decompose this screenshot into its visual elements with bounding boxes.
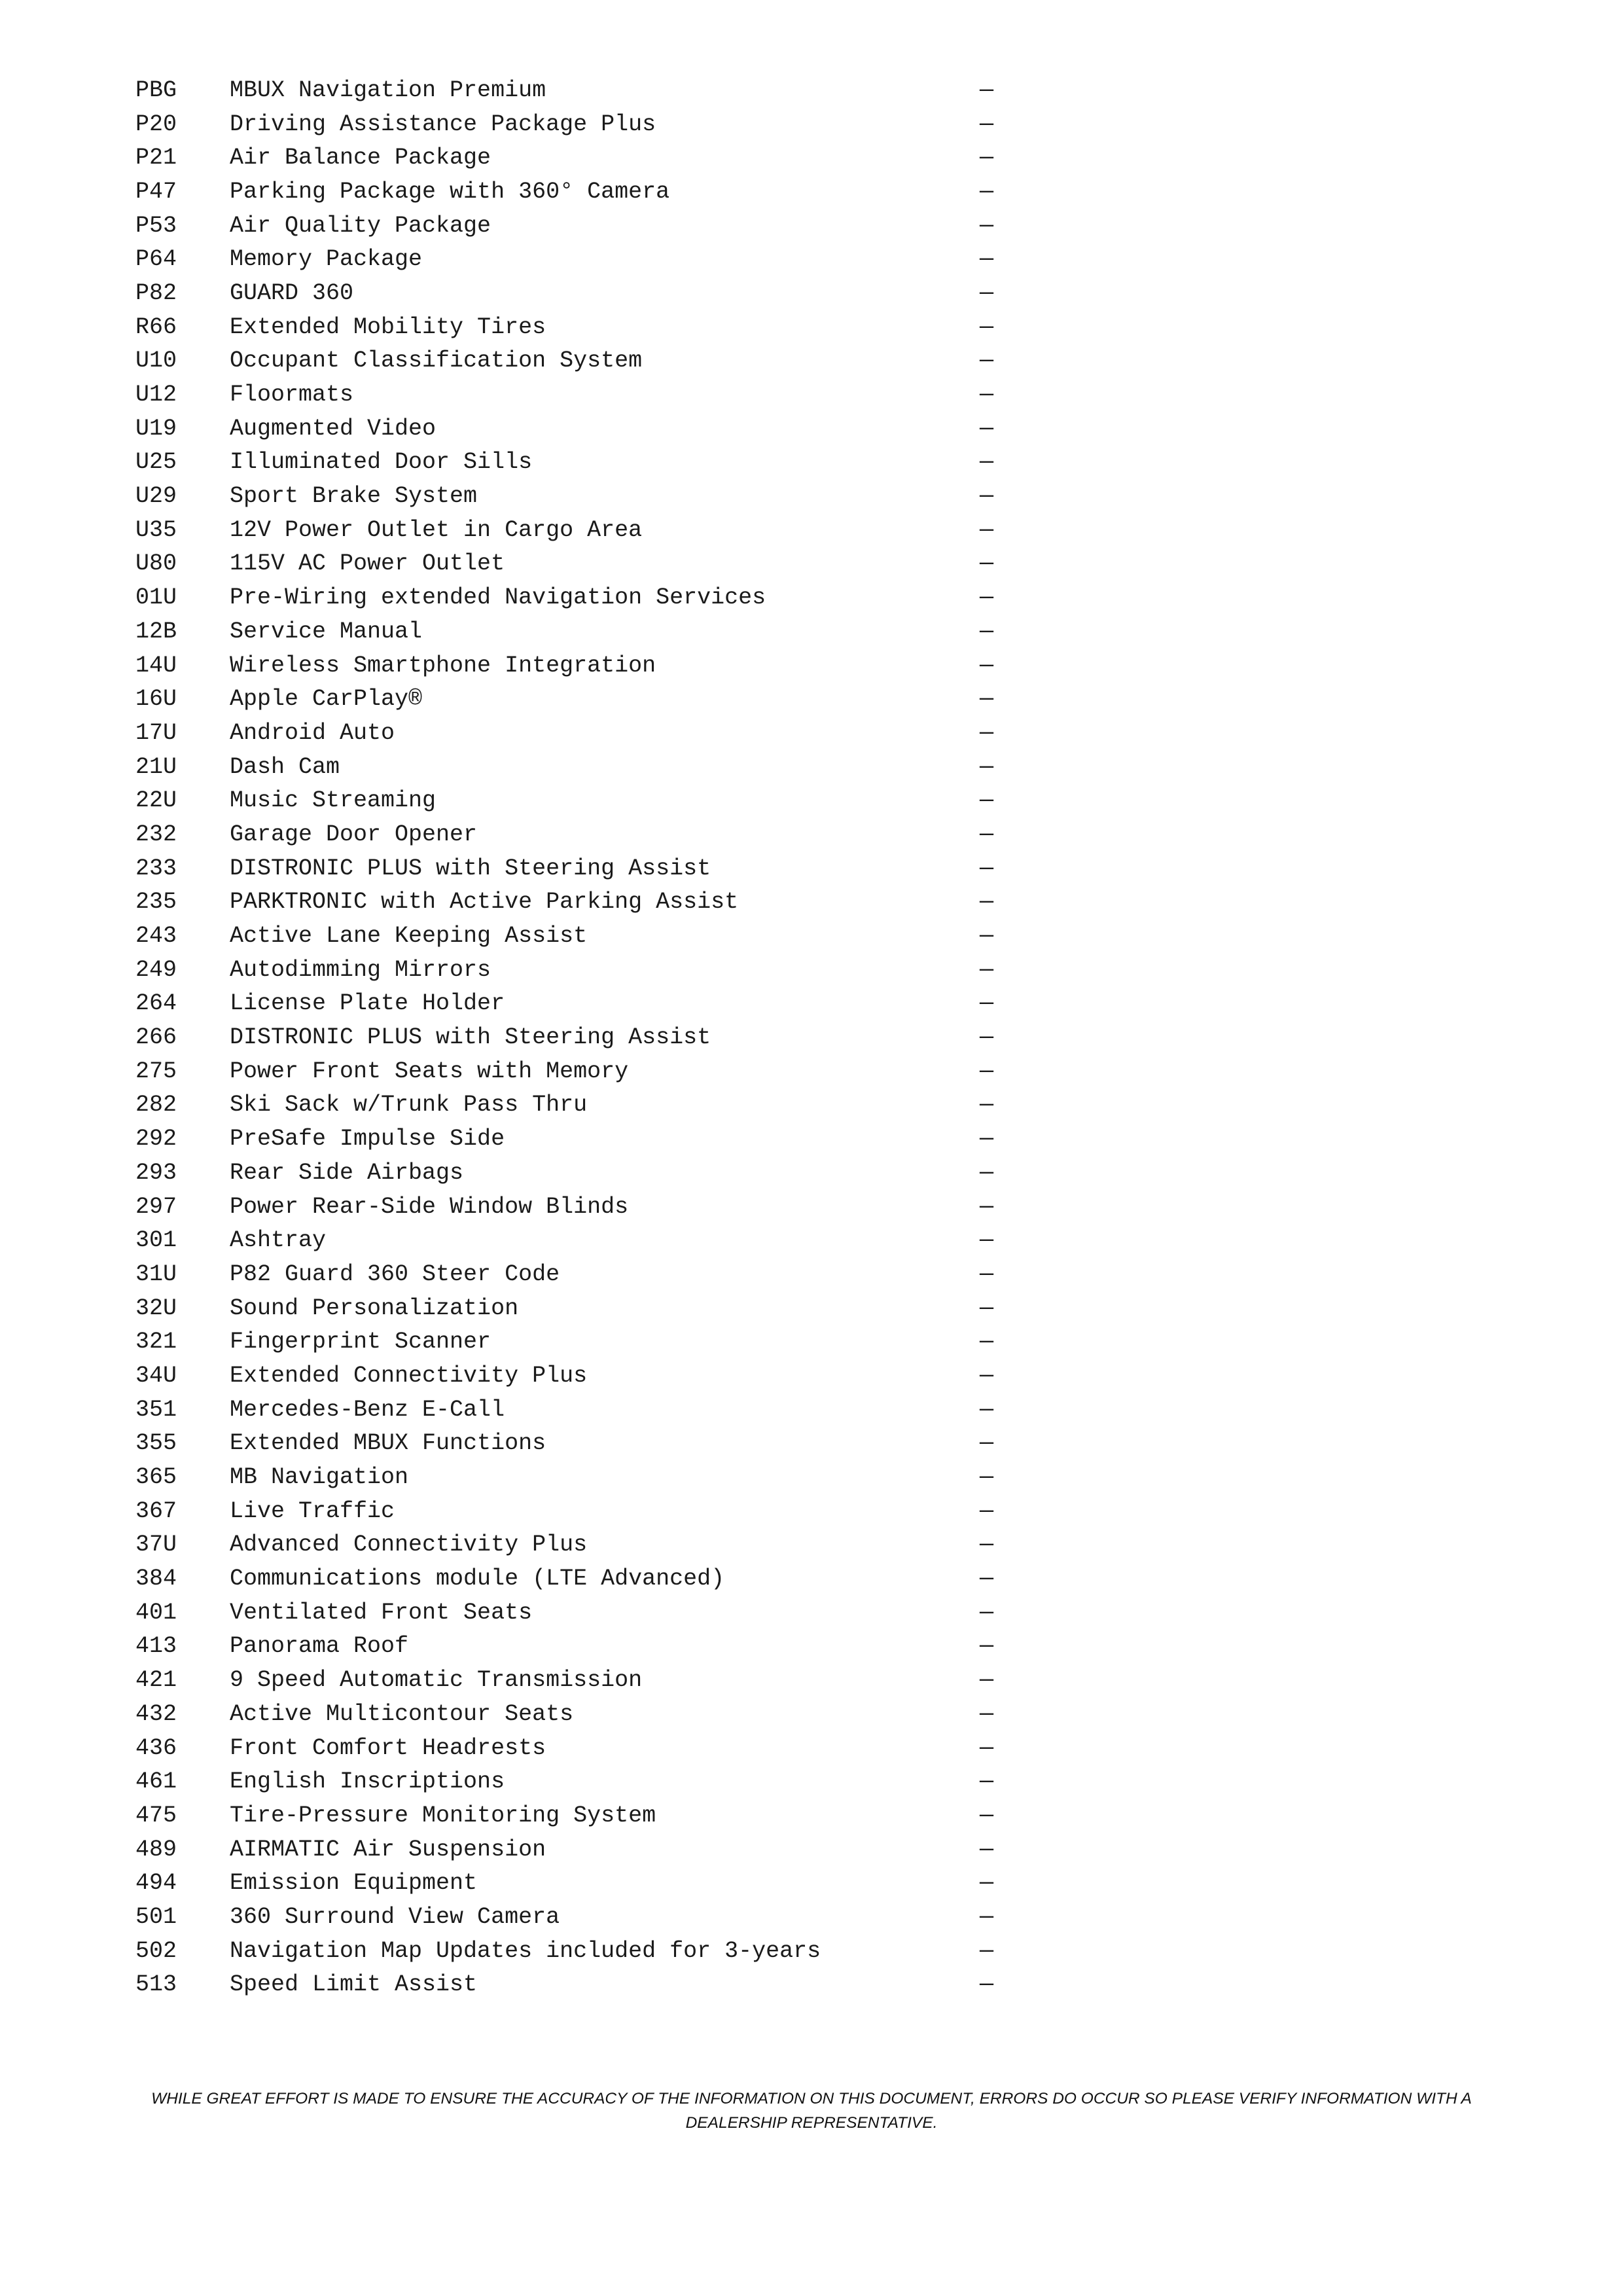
option-description: Driving Assistance Package Plus: [230, 111, 656, 137]
option-code: 293: [135, 1159, 177, 1186]
option-code: U10: [135, 348, 177, 374]
option-row: [135, 1494, 999, 1528]
option-row: [135, 513, 999, 547]
option-code: 243: [135, 923, 177, 950]
option-code: 513: [135, 1971, 177, 1998]
option-description: MB Navigation: [230, 1464, 409, 1491]
option-row: [135, 446, 999, 480]
option-code: 365: [135, 1464, 177, 1491]
option-row: [135, 1359, 999, 1393]
option-price: —: [979, 1633, 993, 1660]
option-row: [135, 73, 999, 107]
option-code: 301: [135, 1227, 177, 1254]
option-code: 421: [135, 1667, 177, 1694]
option-description: Illuminated Door Sills: [230, 449, 533, 476]
option-description: Floormats: [230, 382, 354, 408]
option-code: 367: [135, 1498, 177, 1524]
option-description: Emission Equipment: [230, 1870, 478, 1897]
option-description: Active Multicontour Seats: [230, 1700, 574, 1727]
option-code: 01U: [135, 584, 177, 611]
disclaimer-line-1: WHILE GREAT EFFORT IS MADE TO ENSURE THE ACCURACY OF THE INFORMATION ON THIS DOCUMENT, ERRORS DO OCCUR SO PLEASE VERIFY INFORMATION WITH A: [151, 2090, 1472, 2108]
option-price: —: [979, 516, 993, 543]
option-row: [135, 1223, 999, 1257]
option-code: 21U: [135, 753, 177, 780]
option-description: Front Comfort Headrests: [230, 1734, 546, 1761]
option-description: License Plate Holder: [230, 990, 505, 1017]
option-description: Advanced Connectivity Plus: [230, 1532, 588, 1558]
option-row: [135, 1630, 999, 1664]
option-code: 502: [135, 1937, 177, 1964]
option-row: [135, 783, 999, 817]
option-description: AIRMATIC Air Suspension: [230, 1836, 546, 1863]
option-row: [135, 107, 999, 141]
option-row: [135, 1596, 999, 1630]
option-price: —: [979, 382, 993, 408]
option-description: Air Balance Package: [230, 145, 491, 171]
option-code: U25: [135, 449, 177, 476]
option-price: —: [979, 1870, 993, 1897]
option-row: [135, 1054, 999, 1088]
option-code: 12B: [135, 618, 177, 645]
option-price: —: [979, 1700, 993, 1727]
option-price: —: [979, 652, 993, 679]
option-code: 275: [135, 1058, 177, 1085]
option-row: [135, 1291, 999, 1325]
option-price: —: [979, 1329, 993, 1355]
option-code: P64: [135, 246, 177, 273]
option-row: [135, 886, 999, 920]
option-code: 351: [135, 1396, 177, 1423]
option-row: [135, 1968, 999, 2002]
option-price: —: [979, 1261, 993, 1287]
option-price: —: [979, 1836, 993, 1863]
option-row: [135, 1156, 999, 1190]
option-code: 292: [135, 1126, 177, 1153]
option-row: [135, 852, 999, 886]
option-price: —: [979, 584, 993, 611]
option-price: —: [979, 1396, 993, 1423]
option-code: U29: [135, 483, 177, 510]
disclaimer: [131, 2087, 1492, 2135]
option-row: [135, 1663, 999, 1697]
option-row: [135, 987, 999, 1021]
option-code: 413: [135, 1633, 177, 1660]
option-price: —: [979, 855, 993, 882]
option-description: Mercedes-Benz E-Call: [230, 1396, 505, 1423]
option-row: [135, 682, 999, 716]
option-row: [135, 716, 999, 750]
option-price: —: [979, 1802, 993, 1829]
option-description: GUARD 360: [230, 279, 354, 306]
option-description: Sport Brake System: [230, 483, 478, 510]
option-code: 32U: [135, 1295, 177, 1321]
option-description: PARKTRONIC with Active Parking Assist: [230, 889, 739, 916]
option-description: Music Streaming: [230, 787, 437, 814]
option-description: Communications module (LTE Advanced): [230, 1566, 725, 1592]
option-description: P82 Guard 360 Steer Code: [230, 1261, 560, 1287]
option-price: —: [979, 348, 993, 374]
option-description: English Inscriptions: [230, 1768, 505, 1795]
option-code: P47: [135, 178, 177, 205]
option-code: P82: [135, 279, 177, 306]
option-code: P53: [135, 212, 177, 239]
option-row: [135, 750, 999, 784]
option-price: —: [979, 719, 993, 746]
option-price: —: [979, 1667, 993, 1694]
option-description: Speed Limit Assist: [230, 1971, 478, 1998]
option-description: 12V Power Outlet in Cargo Area: [230, 516, 643, 543]
option-price: —: [979, 923, 993, 950]
option-row: [135, 919, 999, 953]
option-row: [135, 1528, 999, 1562]
option-row: [135, 1900, 999, 1934]
option-price: —: [979, 449, 993, 476]
option-row: [135, 1934, 999, 1968]
option-price: —: [979, 550, 993, 577]
option-code: U19: [135, 415, 177, 442]
option-description: Live Traffic: [230, 1498, 395, 1524]
option-price: —: [979, 1498, 993, 1524]
option-row: [135, 615, 999, 649]
option-row: [135, 581, 999, 615]
option-code: 31U: [135, 1261, 177, 1287]
option-description: Occupant Classification System: [230, 348, 643, 374]
option-price: —: [979, 889, 993, 916]
option-description: Service Manual: [230, 618, 423, 645]
option-code: 249: [135, 956, 177, 983]
option-price: —: [979, 1126, 993, 1153]
option-price: —: [979, 1295, 993, 1321]
option-description: Memory Package: [230, 246, 423, 273]
option-price: —: [979, 483, 993, 510]
option-price: —: [979, 821, 993, 848]
option-code: 461: [135, 1768, 177, 1795]
option-row: [135, 1325, 999, 1359]
option-price: —: [979, 1464, 993, 1491]
option-row: [135, 175, 999, 209]
option-price: —: [979, 1227, 993, 1254]
option-code: 37U: [135, 1532, 177, 1558]
option-description: Rear Side Airbags: [230, 1159, 464, 1186]
option-price: —: [979, 1092, 993, 1119]
option-price: —: [979, 990, 993, 1017]
option-row: [135, 1731, 999, 1765]
option-code: 266: [135, 1024, 177, 1051]
option-description: Power Front Seats with Memory: [230, 1058, 629, 1085]
option-description: Fingerprint Scanner: [230, 1329, 491, 1355]
option-description: Tire-Pressure Monitoring System: [230, 1802, 656, 1829]
option-price: —: [979, 279, 993, 306]
option-description: Power Rear-Side Window Blinds: [230, 1193, 629, 1220]
option-row: [135, 649, 999, 683]
option-price: —: [979, 1430, 993, 1457]
option-code: 494: [135, 1870, 177, 1897]
option-description: Extended Mobility Tires: [230, 314, 546, 340]
option-row: [135, 412, 999, 446]
option-description: Active Lane Keeping Assist: [230, 923, 588, 950]
option-price: —: [979, 178, 993, 205]
option-price: —: [979, 314, 993, 340]
option-price: —: [979, 77, 993, 103]
option-price: —: [979, 1599, 993, 1626]
option-price: —: [979, 246, 993, 273]
option-code: 401: [135, 1599, 177, 1626]
option-description: Sound Personalization: [230, 1295, 519, 1321]
option-row: [135, 547, 999, 581]
option-code: 475: [135, 1802, 177, 1829]
option-description: Garage Door Opener: [230, 821, 478, 848]
option-price: —: [979, 1159, 993, 1186]
option-code: 235: [135, 889, 177, 916]
option-code: 16U: [135, 686, 177, 713]
option-price: —: [979, 1566, 993, 1592]
option-code: 436: [135, 1734, 177, 1761]
option-description: 360 Surround View Camera: [230, 1903, 560, 1930]
option-row: [135, 344, 999, 378]
option-description: Parking Package with 360° Camera: [230, 178, 670, 205]
option-row: [135, 1020, 999, 1054]
option-code: 384: [135, 1566, 177, 1592]
option-row: [135, 479, 999, 513]
option-price: —: [979, 145, 993, 171]
option-description: MBUX Navigation Premium: [230, 77, 546, 103]
option-code: 14U: [135, 652, 177, 679]
option-row: [135, 817, 999, 852]
option-row: [135, 1460, 999, 1494]
option-description: Extended MBUX Functions: [230, 1430, 546, 1457]
option-code: U12: [135, 382, 177, 408]
option-description: DISTRONIC PLUS with Steering Assist: [230, 855, 711, 882]
option-row: [135, 1190, 999, 1224]
option-price: —: [979, 1971, 993, 1998]
option-price: —: [979, 787, 993, 814]
option-code: 264: [135, 990, 177, 1017]
option-code: U80: [135, 550, 177, 577]
option-description: 115V AC Power Outlet: [230, 550, 505, 577]
option-code: 501: [135, 1903, 177, 1930]
option-code: PBG: [135, 77, 177, 103]
option-code: 282: [135, 1092, 177, 1119]
option-row: [135, 1427, 999, 1461]
option-price: —: [979, 1734, 993, 1761]
option-description: Ski Sack w/Trunk Pass Thru: [230, 1092, 588, 1119]
option-description: Android Auto: [230, 719, 395, 746]
option-row: [135, 242, 999, 276]
option-row: [135, 276, 999, 310]
option-row: [135, 1697, 999, 1731]
option-price: —: [979, 686, 993, 713]
option-code: 233: [135, 855, 177, 882]
option-price: —: [979, 111, 993, 137]
option-description: Extended Connectivity Plus: [230, 1362, 588, 1389]
option-row: [135, 1765, 999, 1799]
option-code: 489: [135, 1836, 177, 1863]
option-description: PreSafe Impulse Side: [230, 1126, 505, 1153]
option-code: 232: [135, 821, 177, 848]
option-row: [135, 1393, 999, 1427]
option-row: [135, 209, 999, 243]
option-description: Pre-Wiring extended Navigation Services: [230, 584, 766, 611]
option-price: —: [979, 1532, 993, 1558]
option-description: Ashtray: [230, 1227, 327, 1254]
option-row: [135, 310, 999, 344]
option-row: [135, 1833, 999, 1867]
option-price: —: [979, 1024, 993, 1051]
option-row: [135, 141, 999, 175]
option-price: —: [979, 1058, 993, 1085]
option-code: 34U: [135, 1362, 177, 1389]
option-price: —: [979, 1193, 993, 1220]
option-price: —: [979, 956, 993, 983]
option-row: [135, 378, 999, 412]
option-description: DISTRONIC PLUS with Steering Assist: [230, 1024, 711, 1051]
option-row: [135, 1122, 999, 1156]
option-code: 321: [135, 1329, 177, 1355]
option-row: [135, 1799, 999, 1833]
option-description: Wireless Smartphone Integration: [230, 652, 656, 679]
option-price: —: [979, 753, 993, 780]
option-code: R66: [135, 314, 177, 340]
option-row: [135, 1257, 999, 1291]
option-description: Augmented Video: [230, 415, 437, 442]
option-row: [135, 953, 999, 987]
option-code: P21: [135, 145, 177, 171]
option-code: P20: [135, 111, 177, 137]
option-price: —: [979, 1768, 993, 1795]
option-description: Ventilated Front Seats: [230, 1599, 533, 1626]
option-price: —: [979, 415, 993, 442]
option-price: —: [979, 1937, 993, 1964]
option-code: 22U: [135, 787, 177, 814]
option-price: —: [979, 618, 993, 645]
option-description: Apple CarPlay®: [230, 686, 423, 713]
option-price: —: [979, 212, 993, 239]
option-row: [135, 1866, 999, 1900]
option-description: Dash Cam: [230, 753, 340, 780]
option-code: U35: [135, 516, 177, 543]
option-description: 9 Speed Automatic Transmission: [230, 1667, 643, 1694]
option-description: Panorama Roof: [230, 1633, 409, 1660]
option-code: 432: [135, 1700, 177, 1727]
option-description: Navigation Map Updates included for 3-years: [230, 1937, 821, 1964]
option-row: [135, 1088, 999, 1122]
option-code: 355: [135, 1430, 177, 1457]
option-price: —: [979, 1362, 993, 1389]
disclaimer-line-2: DEALERSHIP REPRESENTATIVE.: [685, 2114, 938, 2132]
option-code: 297: [135, 1193, 177, 1220]
option-code: 17U: [135, 719, 177, 746]
option-row: [135, 1562, 999, 1596]
option-price: —: [979, 1903, 993, 1930]
option-description: Air Quality Package: [230, 212, 491, 239]
option-description: Autodimming Mirrors: [230, 956, 491, 983]
options-list: [135, 73, 999, 2001]
